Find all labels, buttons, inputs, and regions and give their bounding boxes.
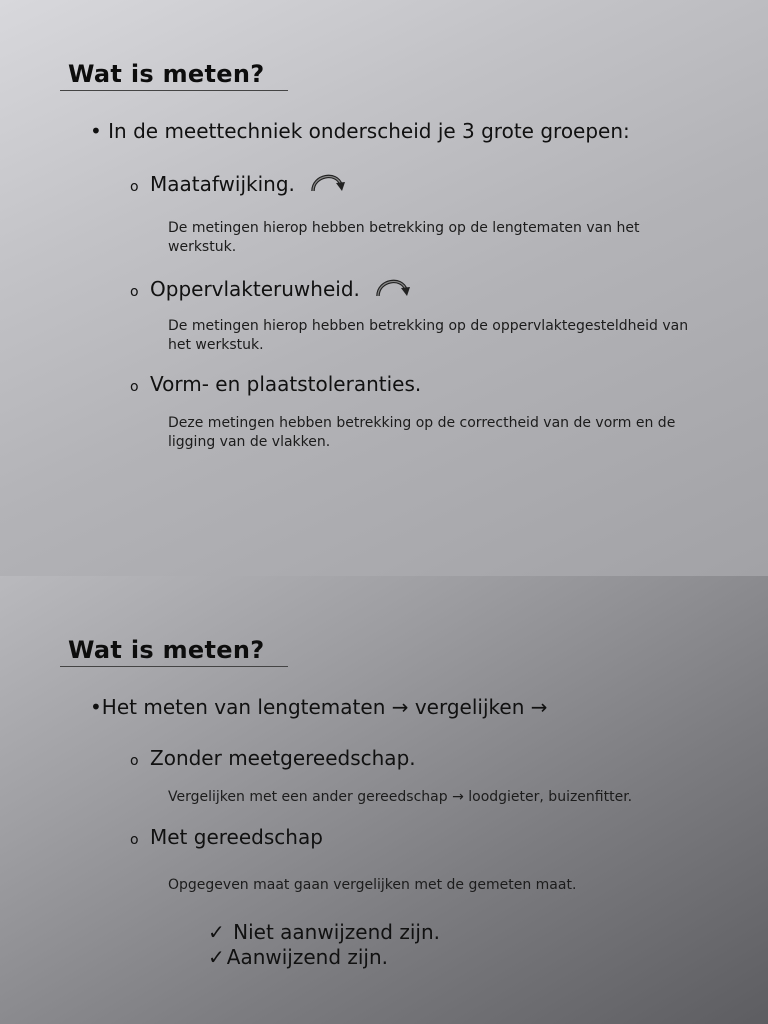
sub-bullet: o <box>130 179 139 195</box>
checkmark-icon: ✓ <box>208 945 225 969</box>
slide-2 <box>0 576 768 1024</box>
check-label: Aanwijzend zijn. <box>226 945 389 969</box>
list-item-maatafwijking <box>130 171 347 200</box>
title-underline <box>60 90 288 91</box>
list-item-met-gereedschap <box>130 825 323 849</box>
item-description: Vergelijken met een ander gereedschap → loodgieter, buizenfitter. <box>168 789 633 805</box>
item-description: De metingen hierop hebben betrekking op de oppervlaktegesteldheid van het werkstuk. <box>168 318 689 353</box>
slide-title: Wat is meten? <box>68 636 265 664</box>
intro-line <box>90 119 630 143</box>
curved-arrow-icon[interactable] <box>374 276 412 305</box>
check-item <box>208 945 388 969</box>
check-label: Niet aanwijzend zijn. <box>233 920 440 944</box>
bullet: • <box>90 119 102 143</box>
sub-bullet: o <box>130 753 139 769</box>
curved-arrow-icon[interactable] <box>309 171 347 200</box>
intro-line: •Het meten van lengtematen → vergelijken → <box>90 695 548 719</box>
title-underline <box>60 666 288 667</box>
item-label: Vorm- en plaatstoleranties. <box>150 372 422 396</box>
sub-bullet: o <box>130 284 139 300</box>
item-description: De metingen hierop hebben betrekking op de lengtematen van het werkstuk. <box>168 220 640 255</box>
item-label: Met gereedschap <box>150 825 323 849</box>
check-item <box>208 920 440 944</box>
item-description: Opgegeven maat gaan vergelijken met de gemeten maat. <box>168 877 577 893</box>
item-label: Maatafwijking. <box>150 172 295 196</box>
list-item-vorm-en-plaatstoleranties <box>130 372 421 396</box>
list-item-zonder-meetgereedschap <box>130 746 416 770</box>
item-label: Zonder meetgereedschap. <box>150 746 416 770</box>
sub-bullet: o <box>130 832 139 848</box>
intro-text: In de meettechniek onderscheid je 3 grote groepen: <box>108 119 630 143</box>
list-item-oppervlakteruwheid <box>130 276 412 305</box>
sub-bullet: o <box>130 379 139 395</box>
slide-title: Wat is meten? <box>68 60 265 88</box>
checkmark-icon: ✓ <box>208 920 225 944</box>
item-label: Oppervlakteruwheid. <box>150 277 360 301</box>
item-description: Deze metingen hebben betrekking op de correctheid van de vorm en de ligging van de vlakken. <box>168 415 676 450</box>
